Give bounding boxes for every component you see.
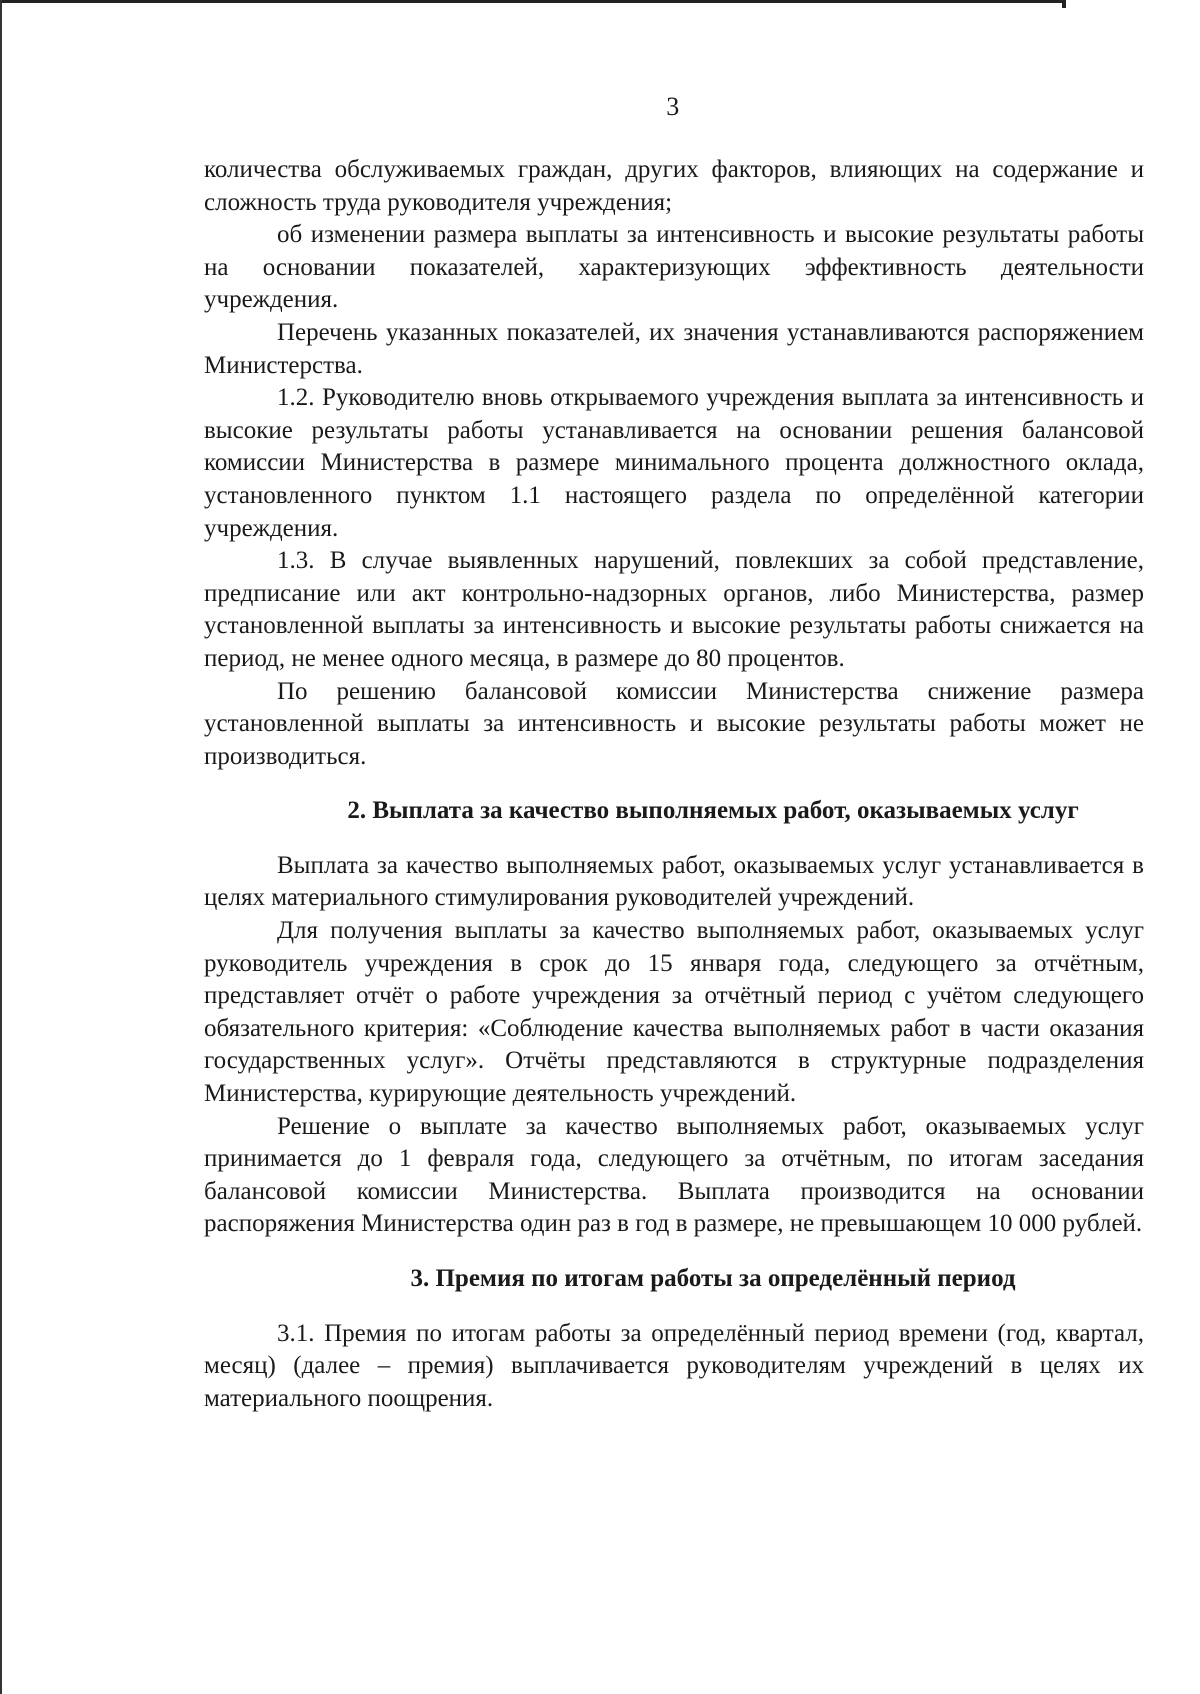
paragraph-commission-decision: По решению балансовой комиссии Министерства снижение размера установленной выплаты за интенсивность и высокие результаты работы может не производиться. (204, 677, 1144, 770)
section-3-paragraph: 3.1. Премия по итогам работы за определённый период времени (год, квартал, месяц) (далее – премия) выплачивается руководителям учреждений в целях их материального поощрения. (204, 1319, 1144, 1412)
page-frame-top-edge (0, 0, 1066, 3)
section-2-paragraph: Решение о выплате за качество выполняемых работ, оказываемых услуг принимается до 1 февраля года, следующего за отчётным, по итогам заседания балансовой комиссии Министерства. Выплата производится на основании распоряжения Министерства один раз в год в размере, не превышающем 10 000 рублей. (204, 1112, 1144, 1238)
section-3-heading: 3. Премия по итогам работы за определённый период (410, 1265, 1016, 1292)
document-body (204, 154, 1144, 1415)
page-number: 3 (666, 92, 680, 121)
paragraph-intensity-change: об изменении размера выплаты за интенсивность и высокие результаты работы на основании показателей, характеризующих эффективность деятельности учреждения. (204, 221, 1144, 314)
section-2-heading: 2. Выплата за качество выполняемых работ, оказываемых услуг (347, 797, 1079, 825)
paragraph-clause-1-3: 1.3. В случае выявленных нарушений, повлекших за собой представление, предписание или акт контрольно-надзорных органов, либо Министерства, размер установленной выплаты за интенсивность и высокие результаты работы снижается на период, не менее одного месяца, в размере до 80 процентов. (204, 547, 1144, 672)
page-frame-mark (1062, 2, 1066, 8)
section-2-paragraph: Выплата за качество выполняемых работ, оказываемых услуг устанавливается в целях материального стимулирования руководителей учреждений. (204, 851, 1144, 912)
page-frame-left-edge (0, 0, 2, 1694)
paragraph-indicators-list: Перечень указанных показателей, их значения устанавливаются распоряжением Министерства. (204, 318, 1144, 379)
paragraph-continuation: количества обслуживаемых граждан, других факторов, влияющих на содержание и сложность труда руководителя учреждения; (204, 156, 1144, 216)
section-2-paragraph: Для получения выплаты за качество выполняемых работ, оказываемых услуг руководитель учреждения в срок до 15 января года, следующего за отчётным, представляет отчёт о работе учреждения за отчётный период с учётом следующего обязательного критерия: «Соблюдение качества выполняемых работ в части оказания государственных услуг». Отчёты представляются в структурные подразделения Министерства, курирующие деятельность учреждений. (204, 917, 1144, 1108)
paragraph-clause-1-2: 1.2. Руководителю вновь открываемого учреждения выплата за интенсивность и высокие результаты работы устанавливается на основании решения балансовой комиссии Министерства в размере минимального процента должностного оклада, установленного пунктом 1.1 настоящего раздела по определённой категории учреждения. (204, 384, 1144, 542)
